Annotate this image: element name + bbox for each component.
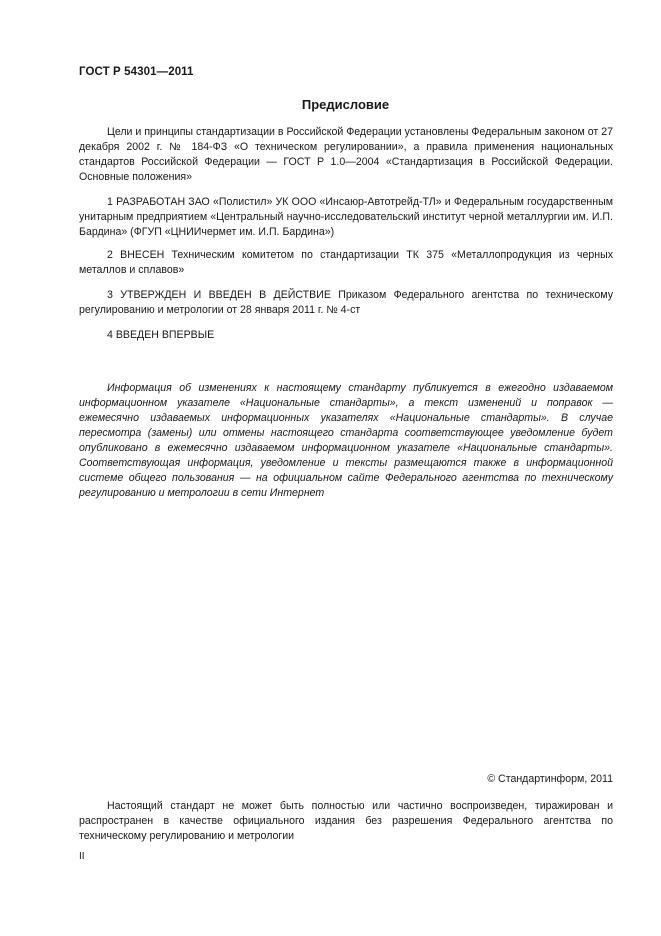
item-3-approved: 3 УТВЕРЖДЕН И ВВЕДЕН В ДЕЙСТВИЕ Приказом Федерального агентства по техническому регулированию и метрологии от 28 января 2011 г. № 4-ст xyxy=(79,289,613,316)
copyright-notice: © Стандартинформ, 2011 xyxy=(487,773,613,785)
changes-info-paragraph: Информация об изменениях к настоящему стандарту публикуется в ежегодно издаваемом информационном указателе «Национальные стандарты», а текст изменений и поправок — ежемесячно издаваемых информационных указателях «Национальные стандарты». В случае пересмотра (замены) или отмены настоящего стандарта соответствующее уведомление будет опубликовано в ежемесячно издаваемом информационном указателе «Национальные стандарты». Соответствующая информация, уведомление и тексты размещаются также в информационной системе общего пользования — на официальном сайте Федерального агентства по техническому регулированию и метрологии в сети Интернет xyxy=(79,382,613,499)
standard-code: ГОСТ Р 54301—2011 xyxy=(79,66,194,78)
item-2-submitted: 2 ВНЕСЕН Техническим комитетом по стандартизации ТК 375 «Металлопродукция из черных металлов и сплавов» xyxy=(79,249,613,276)
reproduction-notice: Настоящий стандарт не может быть полностью или частично воспроизведен, тиражирован и распространен в качестве официального издания без разрешения Федерального агентства по техническому регулированию и метрологии xyxy=(79,800,613,842)
page-title: Предисловие xyxy=(301,97,390,112)
intro-paragraph: Цели и принципы стандартизации в Российской Федерации установлены Федеральным законом от 27 декабря 2002 г. № 184-ФЗ «О техническом регулировании», а правила применения национальных стандартов Российской Федерации — ГОСТ Р 1.0—2004 «Стандартизация в Российской Федерации. Основные положения» xyxy=(79,126,613,183)
item-1-developed: 1 РАЗРАБОТАН ЗАО «Полистил» УК ООО «Инсаюр-Автотрейд-ТЛ» и Федеральным государственным унитарным предприятием «Центральный научно-исследовательский институт черной металлургии им. И.П. Бардина» (ФГУП «ЦНИИчермет им. И.П. Бардина») xyxy=(79,196,613,238)
page-number: II xyxy=(79,851,85,862)
item-4-introduced: 4 ВВЕДЕН ВПЕРВЫЕ xyxy=(107,329,215,341)
